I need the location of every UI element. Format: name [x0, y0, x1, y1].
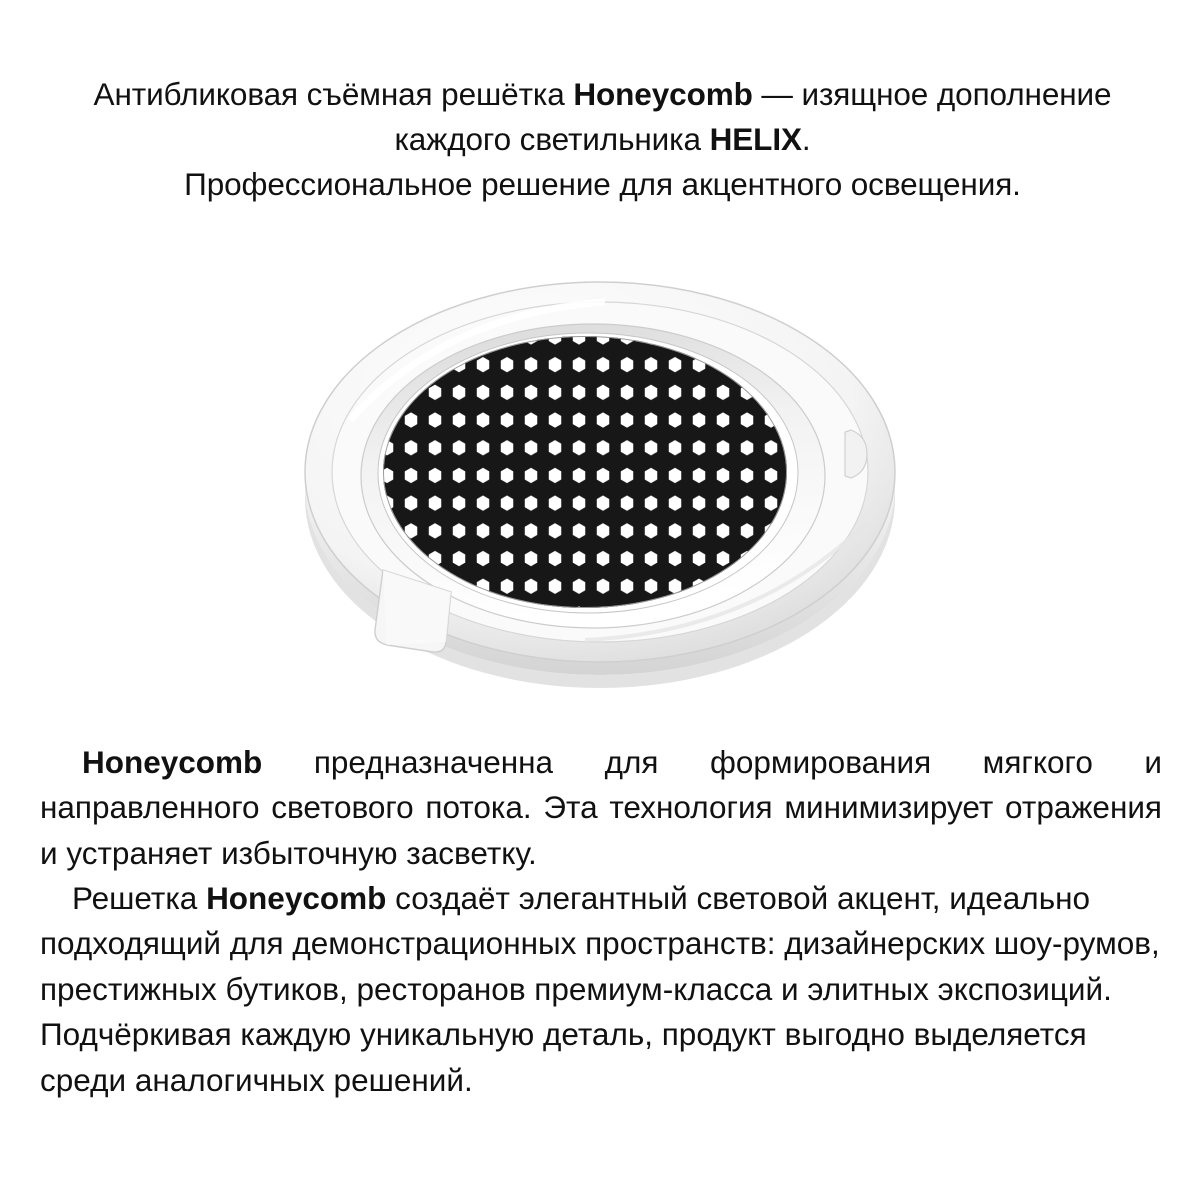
product-image — [255, 240, 945, 710]
body-brand-honeycomb-2: Honeycomb — [206, 880, 387, 917]
intro-text-3: . — [801, 121, 811, 158]
body-paragraph-2 — [40, 876, 1162, 1103]
body-brand-honeycomb-1: Honeycomb — [82, 744, 263, 780]
body-paragraphs — [40, 740, 1162, 1103]
intro-line-2: Профессиональное решение для акцентного освещения. — [184, 166, 1021, 203]
intro-text-1: Антибликовая съёмная решётка — [93, 76, 574, 112]
body-text-pre-2: Решетка — [72, 880, 207, 917]
intro-brand-helix: HELIX — [709, 121, 802, 158]
intro-paragraph — [45, 72, 1160, 207]
intro-line-1 — [45, 72, 1160, 162]
body-text-2: создаёт элегантный световой акцент, идеально подходящий для демонстрационных пространств: дизайнерских шоу-румов, престижных бутиков, ресторанов премиум-класса и элитных экспозиций. Подчёркивая каждую уникальную деталь, продукт выгодно выделяется среди аналогичных решений. — [40, 880, 1160, 1098]
body-text-1: предназначенна для формирования мягкого и направленного светового потока. Эта технология минимизирует отражения и устраняет избыточную засветку. — [40, 744, 1162, 871]
intro-text-2: — изящное дополнение каждого светильника — [394, 76, 1112, 158]
intro-brand-honeycomb: Honeycomb — [573, 76, 753, 112]
body-paragraph-1 — [40, 740, 1162, 876]
